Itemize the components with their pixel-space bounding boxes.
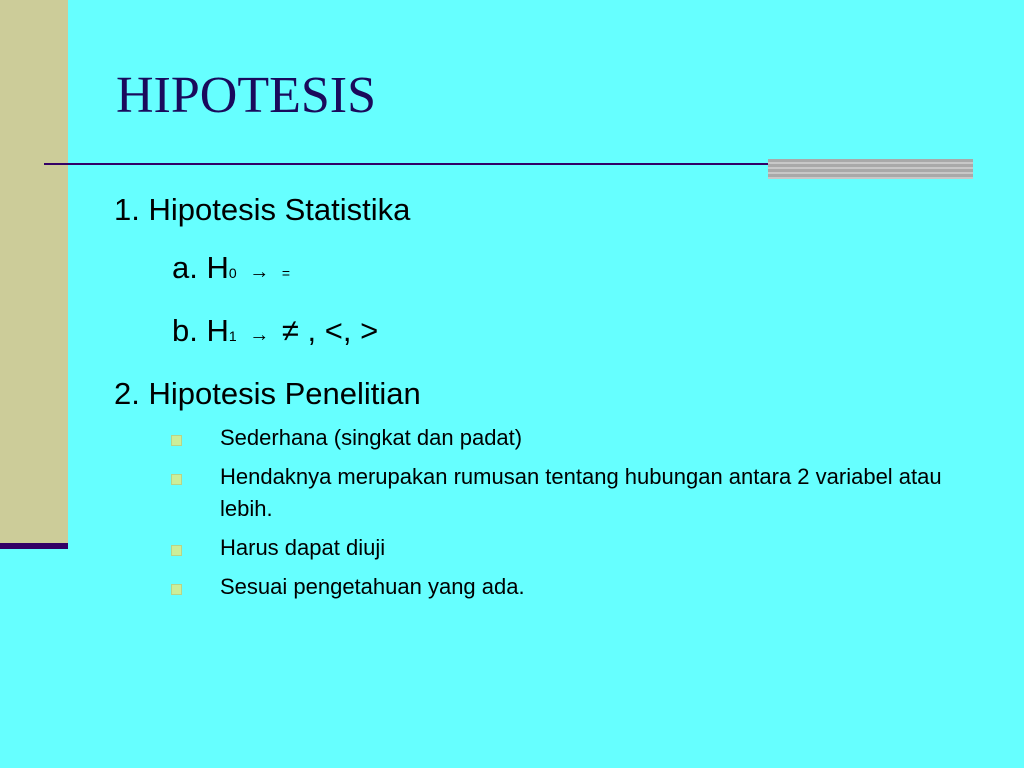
square-bullet-icon xyxy=(171,545,182,556)
h1-relation: ≠ , <, > xyxy=(281,313,379,348)
h1-subscript: 1 xyxy=(228,328,237,344)
square-bullet-icon xyxy=(171,435,182,446)
hypothesis-h0 xyxy=(172,248,984,293)
list-item xyxy=(114,422,984,454)
bullet-list xyxy=(114,422,984,603)
title-divider xyxy=(44,163,770,165)
slide-title: HIPOTESIS xyxy=(116,67,377,124)
list-item-text: Harus dapat diuji xyxy=(220,535,386,560)
list-item-text: Sederhana (singkat dan padat) xyxy=(220,425,523,450)
square-bullet-icon xyxy=(171,474,182,485)
h0-relation: = xyxy=(281,265,291,281)
title-divider-accent xyxy=(768,159,973,179)
slide-body xyxy=(114,190,984,610)
section-heading-statistika: 1. Hipotesis Statistika xyxy=(114,192,411,227)
h1-prefix: b. H xyxy=(172,313,229,348)
list-item-text: Hendaknya merupakan rumusan tentang hubungan antara 2 variabel atau lebih. xyxy=(220,464,942,521)
list-item-text: Sesuai pengetahuan yang ada. xyxy=(220,574,525,599)
hypothesis-h1 xyxy=(172,311,984,356)
sidebar-underline xyxy=(0,543,68,549)
arrow-icon: → xyxy=(249,324,270,346)
list-item xyxy=(114,461,984,525)
list-item xyxy=(114,571,984,603)
h0-subscript: 0 xyxy=(228,265,237,281)
list-item xyxy=(114,532,984,564)
square-bullet-icon xyxy=(171,584,182,595)
section-heading-penelitian: 2. Hipotesis Penelitian xyxy=(114,376,421,411)
sidebar-decoration xyxy=(0,0,68,545)
arrow-icon: → xyxy=(249,261,270,283)
h0-prefix: a. H xyxy=(172,250,229,285)
